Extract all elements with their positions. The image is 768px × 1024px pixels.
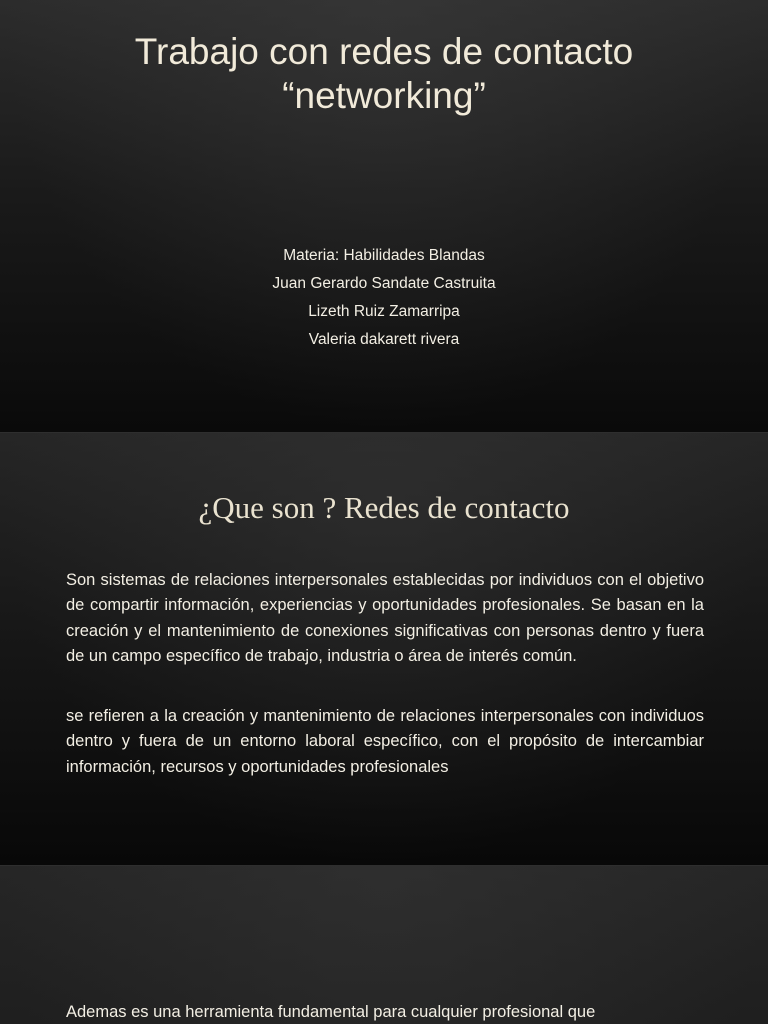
slide-continuation [0,866,768,1024]
presentation-title [40,30,728,118]
presentation-title-line-2: “networking” [282,75,486,116]
slide-heading: ¿Que son ? Redes de contacto [198,490,570,525]
slide-definition [0,433,768,865]
author-name: Valeria dakarett rivera [308,331,460,348]
body-paragraph: Ademas es una herramienta fundamental para cualquier profesional que [66,1003,596,1021]
credits-block [100,242,668,354]
body-paragraph: Son sistemas de relaciones interpersonales establecidas por individuos con el objetivo de compartir información, experiencias y oportunidades profesionales. Se basan en la creación y el mantenimiento de conexiones significativas con personas dentro y fuera de un campo específico de trabajo, industria o área de interés común. [66,571,704,665]
subject-line: Materia: Habilidades Blandas [283,247,485,264]
author-name: Lizeth Ruiz Zamarripa [308,303,460,320]
body-paragraph: se refieren a la creación y mantenimiento de relaciones interpersonales con individuos dentro y fuera de un entorno laboral específico, con el propósito de intercambiar información, recursos y oportunidades profesionales [66,707,704,776]
presentation-title-line-1: Trabajo con redes de contacto [134,31,634,72]
slide-title [0,0,768,432]
author-name: Juan Gerardo Sandate Castruita [272,275,496,292]
